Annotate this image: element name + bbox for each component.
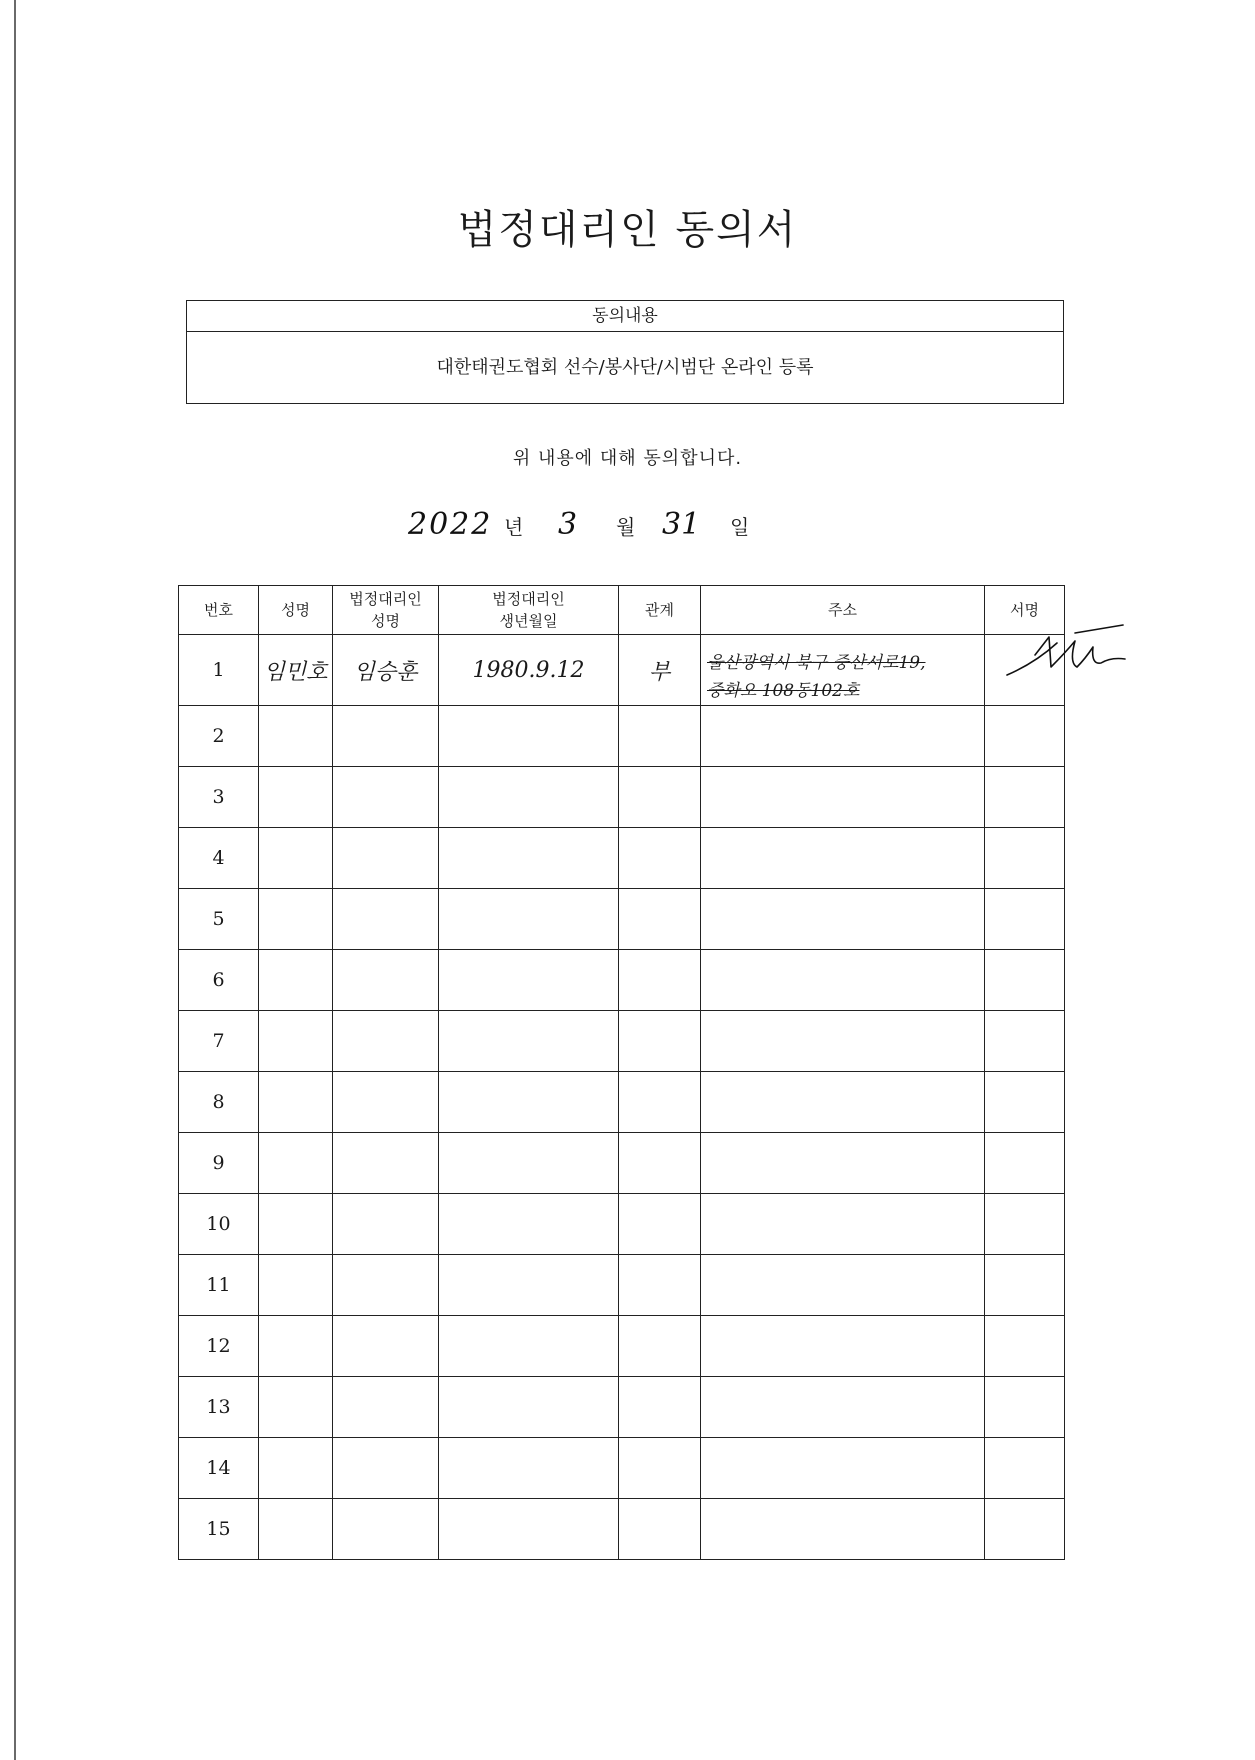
date-month: 3 xyxy=(558,507,578,542)
consent-content: 대한태권도협회 선수/봉사단/시범단 온라인 등록 xyxy=(436,357,814,378)
table-row xyxy=(179,706,1065,767)
consent-box xyxy=(186,300,1064,404)
guardian-roster-table xyxy=(178,585,1065,1560)
row-number: 15 xyxy=(179,1499,259,1560)
header-relation: 관계 xyxy=(619,586,701,635)
table-row xyxy=(179,889,1065,950)
table-row xyxy=(179,1255,1065,1316)
row-name: 임민호 xyxy=(259,635,333,706)
header-address: 주소 xyxy=(701,586,985,635)
table-row xyxy=(179,1316,1065,1377)
row-number: 5 xyxy=(179,889,259,950)
header-guardian-name xyxy=(333,586,439,635)
header-number: 번호 xyxy=(179,586,259,635)
signature-mark xyxy=(1005,623,1135,683)
row-number: 6 xyxy=(179,950,259,1011)
row-number: 10 xyxy=(179,1194,259,1255)
date-day-unit: 일 xyxy=(730,515,750,539)
row-number: 2 xyxy=(179,706,259,767)
row-guardian-name: 임승훈 xyxy=(333,635,439,706)
row-guardian-birth: 1980.9.12 xyxy=(439,635,619,706)
row-number: 8 xyxy=(179,1072,259,1133)
consent-heading: 동의내용 xyxy=(187,301,1063,332)
header-guardian-name-line2: 성명 xyxy=(371,612,400,630)
row-number: 1 xyxy=(179,635,259,706)
row-number: 13 xyxy=(179,1377,259,1438)
table-row xyxy=(179,635,1065,706)
date-month-unit: 월 xyxy=(616,515,636,539)
table-row xyxy=(179,767,1065,828)
header-guardian-birth-line2: 생년월일 xyxy=(499,612,558,630)
row-number: 14 xyxy=(179,1438,259,1499)
date-year-unit: 년 xyxy=(504,515,524,539)
header-guardian-birth-line1: 법정대리인 xyxy=(492,590,565,608)
header-signature: 서명 xyxy=(985,586,1065,635)
row-number: 7 xyxy=(179,1011,259,1072)
table-row xyxy=(179,1194,1065,1255)
row-number: 4 xyxy=(179,828,259,889)
row-signature xyxy=(985,635,1065,706)
table-row xyxy=(179,950,1065,1011)
row-number: 3 xyxy=(179,767,259,828)
row-number: 11 xyxy=(179,1255,259,1316)
row-address xyxy=(701,635,985,706)
page-title: 법정대리인 동의서 xyxy=(457,207,798,253)
header-guardian-birth xyxy=(439,586,619,635)
table-row xyxy=(179,828,1065,889)
table-row xyxy=(179,1011,1065,1072)
table-row xyxy=(179,1377,1065,1438)
table-row xyxy=(179,1499,1065,1560)
date-year: 2022 xyxy=(408,507,493,542)
table-header-row xyxy=(179,586,1065,635)
table-row xyxy=(179,1438,1065,1499)
table-row xyxy=(179,1133,1065,1194)
header-guardian-name-line1: 법정대리인 xyxy=(349,590,422,608)
date-day: 31 xyxy=(662,507,701,542)
row-number: 9 xyxy=(179,1133,259,1194)
header-name: 성명 xyxy=(259,586,333,635)
table-row xyxy=(179,1072,1065,1133)
row-address-line1: 울산광역시 북구 중산서로19, xyxy=(707,653,926,673)
row-relation: 부 xyxy=(619,635,701,706)
row-address-line2: 중화오 108동102호 xyxy=(707,681,860,701)
page-edge xyxy=(14,0,16,1760)
agreement-statement: 위 내용에 대해 동의합니다. xyxy=(512,448,743,469)
row-number: 12 xyxy=(179,1316,259,1377)
